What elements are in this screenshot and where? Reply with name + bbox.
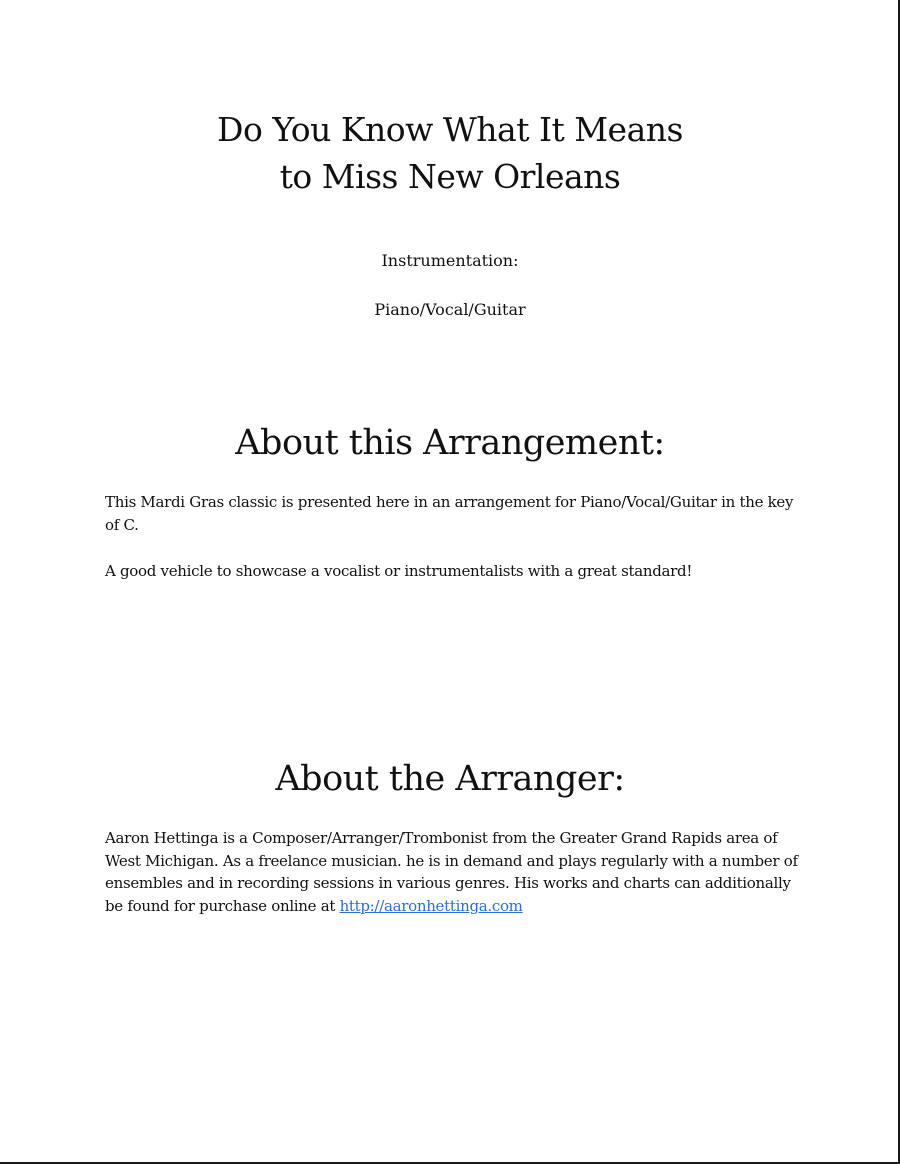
about-arrangement-paragraph-1: This Mardi Gras classic is presented here in an arrangement for Piano/Vocal/Guitar in the key of C. [105,493,794,534]
about-arrangement-paragraph-2: A good vehicle to showcase a vocalist or instrumentalists with a great standard! [105,562,693,580]
arranger-website-link[interactable]: http://aaronhettinga.com [339,896,523,915]
about-arrangement-heading: About this Arrangement: [235,423,665,463]
instrumentation-value: Piano/Vocal/Guitar [374,300,526,319]
about-arranger-text: Aaron Hettinga is a Composer/Arranger/Trombonist from the Greater Grand Rapids area of West Michigan. As a freelance musician. he is in demand and plays regularly with a number of ensembles and in recording sessions in various genres. His works and charts can additionally be found for purchase online at [105,829,798,915]
title-line-1: Do You Know What It Means [217,110,683,149]
title-line-2: to Miss New Orleans [279,157,621,196]
about-arranger-heading: About the Arranger: [275,759,625,799]
about-arranger-paragraph [105,827,805,917]
instrumentation-label: Instrumentation: [381,251,519,270]
page-title [0,106,900,200]
